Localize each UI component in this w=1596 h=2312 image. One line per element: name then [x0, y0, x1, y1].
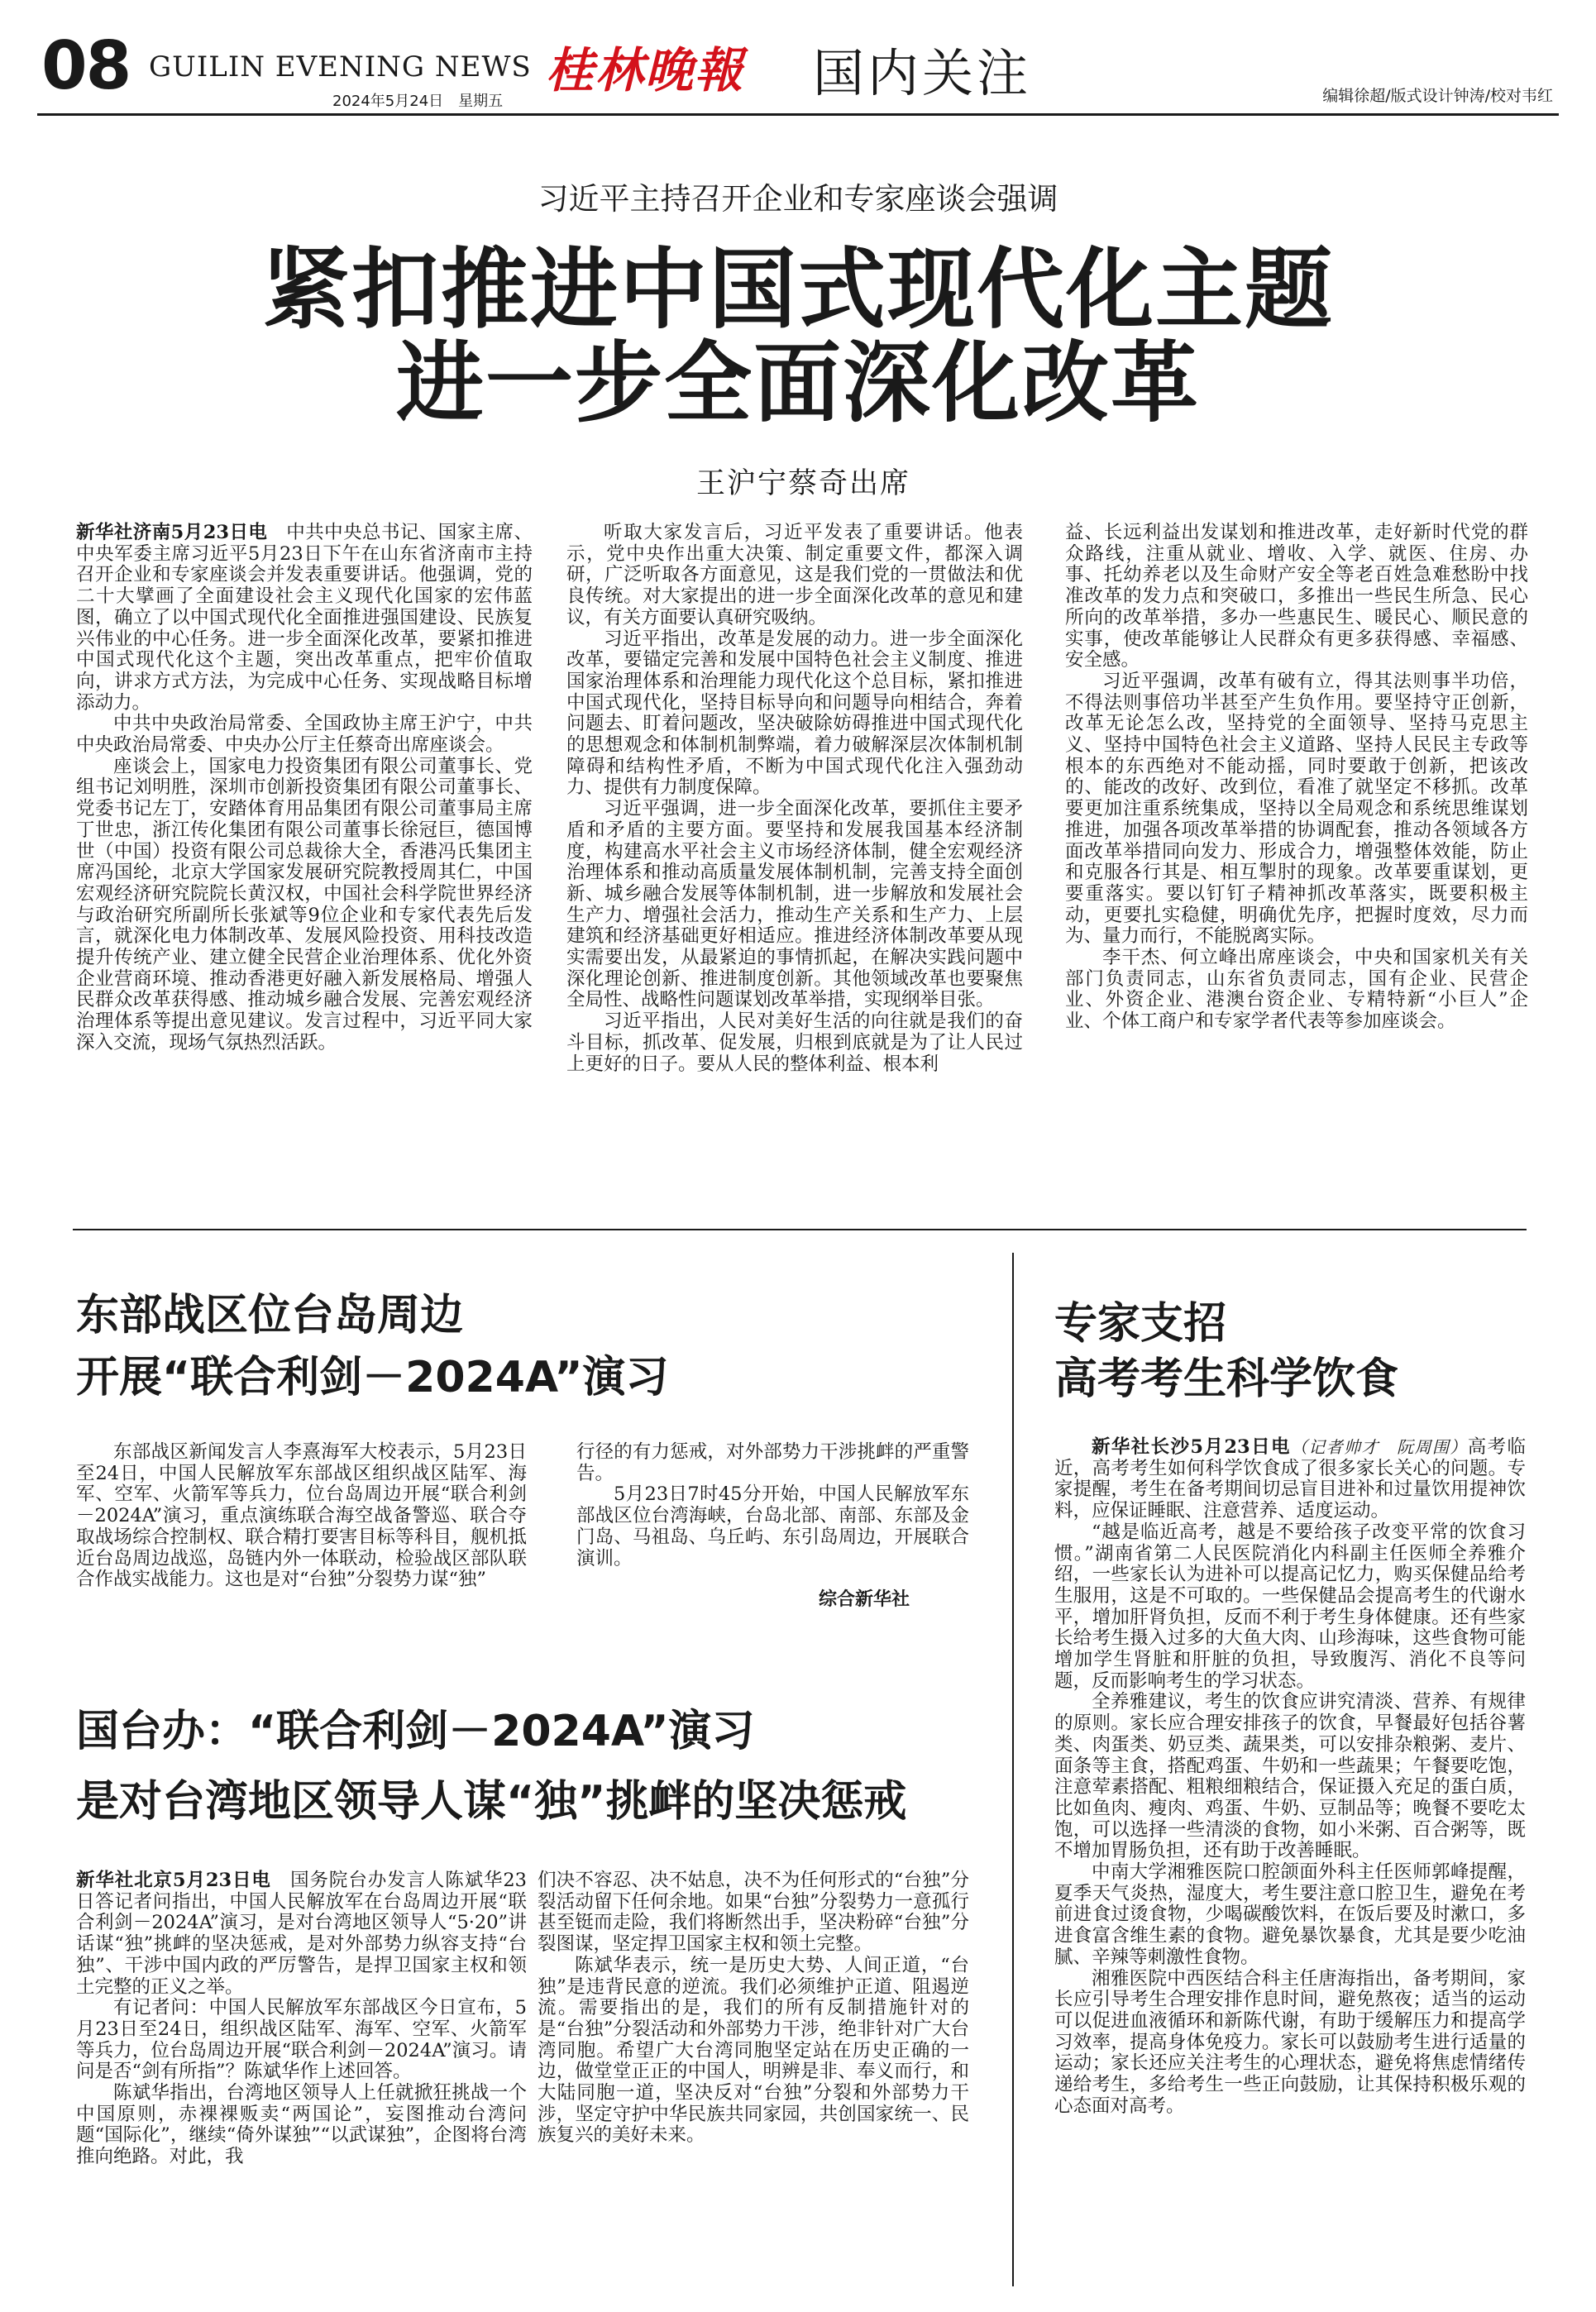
- main-story-kicker: 习近平主持召开企业和专家座谈会强调: [538, 181, 1058, 217]
- article-paragraph: 李干杰、何立峰出席座谈会，中央和国家机关有关部门负责同志，山东省负责同志，国有企业、民营企业、外资企业、港澳台资企业、专精特新“小巨人”企业、个体工商户和专家学者代表等参加座谈会。: [1065, 947, 1528, 1033]
- section-title: 国内关注: [813, 43, 1032, 103]
- article-paragraph: 行径的有力惩戒，对外部势力干涉挑衅的严重警告。: [576, 1441, 969, 1484]
- article-paragraph: “越是临近高考，越是不要给孩子改变平常的饮食习惯。”湖南省第二人民医院消化内科副主任医师全养雅介绍，一些家长认为进补可以提高记忆力，购买保健品给考生服用，这是不可取的。一些保健品会提高考生的代谢水平，增加肝肾负担，反而不利于考生身体健康。还有些家长给考生摄入过多的大鱼大肉、山珍海味，这些食物可能增加学生肾脏和肝脏的负担，导致腹泻、消化不良等问题，反而影响考生的学习状态。: [1054, 1521, 1526, 1692]
- article-paragraph: 湘雅医院中西医结合科主任唐海指出，备考期间，家长应引导考生合理安排作息时间，避免熬夜；适当的运动可以促进血液循环和新陈代谢，有助于缓解压力和提高学习效率，提高身体免疫力。家长可以鼓励考生进行适量的运动；家长还应关注考生的心理状态，避免将焦虑情绪传递给考生，多给考生一些正向鼓励，让其保持积极乐观的心态面对高考。: [1054, 1967, 1526, 2117]
- paper-name-en: GUILIN EVENING NEWS: [149, 50, 532, 84]
- exam-diet-headline-line-1: 专家支招: [1054, 1299, 1227, 1349]
- article-paragraph: 新华社北京5月23日电 国务院台办发言人陈斌华23日答记者问指出，中国人民解放军在台岛周边开展“联合利剑－2024A”演习，是对台湾地区领导人“5·20”讲话谋“独”挑衅的坚决惩戒，是对外部势力纵容支持“台独”、干涉中国内政的严厉警告，是捍卫国家主权和领土完整的正义之举。: [76, 1870, 527, 1998]
- drill-source-credit: 综合新华社: [819, 1588, 910, 1610]
- taiwan-office-column-2: [538, 1870, 969, 2147]
- article-paragraph: 陈斌华指出，台湾地区领导人上任就掀狂挑战一个中国原则，赤裸裸贩卖“两国论”，妄图推动台湾问题“国际化”，继续“倚外谋独”“以武谋独”，企图将台湾推向绝路。对此，我: [76, 2082, 527, 2168]
- article-paragraph: 听取大家发言后，习近平发表了重要讲话。他表示，党中央作出重大决策、制定重要文件，都深入调研，广泛听取各方面意见，这是我们党的一贯做法和优良传统。对大家提出的进一步全面深化改革的意见和建议，有关方面要认真研究吸纳。: [566, 522, 1023, 628]
- paper-name-logo: 桂林晚報: [546, 42, 745, 98]
- article-paragraph: 益、长远利益出发谋划和推进改革，走好新时代党的群众路线，注重从就业、增收、入学、就医、住房、办事、托幼养老以及生命财产安全等老百姓急难愁盼中找准改革的发力点和突破口，多推出一些民生所急、民心所向的改革举措，多办一些惠民生、暖民心、顺民意的实事，使改革能够让人民群众有更多获得感、幸福感、安全感。: [1065, 522, 1528, 671]
- article-paragraph: 新华社长沙5月23日电（记者帅才 阮周围）高考临近，高考考生如何科学饮食成了很多家长关心的问题。专家提醒，考生在备考期间切忌盲目进补和过量饮用提神饮料，应保证睡眠、注意营养、适度运动。: [1054, 1436, 1526, 1522]
- dateline: 新华社济南5月23日电: [76, 522, 268, 543]
- main-story-column-1: [76, 523, 533, 1054]
- exam-diet-column: [1054, 1437, 1526, 2118]
- article-paragraph: 中南大学湘雅医院口腔颌面外科主任医师郭峰提醒，夏季天气炎热，湿度大，考生要注意口腔卫生，避免在考前进食过烫食物，少喝碳酸饮料，在饭后要及时漱口，多进食富含维生素的食物。避免暴饮暴食，尤其是要少吃油腻、辛辣等刺激性食物。: [1054, 1861, 1526, 1968]
- article-paragraph: 习近平指出，人民对美好生活的向往就是我们的奋斗目标，抓改革、促发展，归根到底就是为了让人民过上更好的日子。要从人民的整体利益、根本利: [566, 1010, 1023, 1075]
- main-story-subhead: 王沪宁蔡奇出席: [696, 467, 911, 500]
- drill-headline-line-1: 东部战区位台岛周边: [76, 1291, 464, 1340]
- article-paragraph: 座谈会上，国家电力投资集团有限公司董事长、党组书记刘明胜，深圳市创新投资集团有限公司董事长、党委书记左丁，安踏体育用品集团有限公司董事局主席丁世忠，浙江传化集团有限公司董事长徐冠巨，德国博世（中国）投资有限公司总裁徐大全，香港冯氏集团主席冯国纶，北京大学国家发展研究院教授周其仁，中国宏观经济研究院院长黄汉权，中国社会科学院世界经济与政治研究所副所长张斌等9位企业和专家代表先后发言，就深化电力体制改革、发展风险投资、用科技改造提升传统产业、建立健全民营企业治理体系、优化外资企业营商环境、推动香港更好融入新发展格局、增强人民群众改革获得感、推动城乡融合发展、完善宏观经济治理体系等提出意见建议。发言过程中，习近平同大家深入交流，现场气氛热烈活跃。: [76, 755, 533, 1053]
- section-divider: [73, 1229, 1527, 1230]
- main-headline-line-2: 进一步全面深化改革: [396, 332, 1200, 434]
- column-divider: [1012, 1253, 1014, 2286]
- taiwan-office-column-1: [76, 1870, 527, 2168]
- article-paragraph: 陈斌华表示，统一是历史大势、人间正道，“台独”是违背民意的逆流。我们必须维护正道、阻遏逆流。需要指出的是，我们的所有反制措施针对的是“台独”分裂活动和外部势力干涉，绝非针对广大台湾同胞。希望广大台湾同胞坚定站在历史正确的一边，做堂堂正正的中国人，明辨是非、奉义而行，和大陆同胞一道，坚决反对“台独”分裂和外部势力干涉，坚定守护中华民族共同家园，共创国家统一、民族复兴的美好未来。: [538, 1954, 969, 2147]
- article-paragraph: 习近平强调，进一步全面深化改革，要抓住主要矛盾和矛盾的主要方面。要坚持和发展我国基本经济制度，构建高水平社会主义市场经济体制，健全宏观经济治理体系和推动高质量发展体制机制，完善支持全面创新、城乡融合发展等体制机制，进一步解放和发展社会生产力、增强社会活力，推动生产关系和生产力、上层建筑和经济基础更好相适应。推进经济体制改革要从现实需要出发，从最紧迫的事情抓起，在解决实践问题中深化理论创新、推进制度创新。其他领域改革也要聚焦全局性、战略性问题谋划改革举措，实现纲举目张。: [566, 798, 1023, 1011]
- taiwan-office-headline-line-2: 是对台湾地区领导人谋“独”挑衅的坚决惩戒: [76, 1777, 907, 1827]
- dateline: 新华社长沙5月23日电: [1092, 1436, 1291, 1458]
- drill-column-1: [76, 1442, 527, 1591]
- drill-headline-line-2: 开展“联合利剑－2024A”演习: [76, 1353, 669, 1402]
- publication-date: 2024年5月24日 星期五: [332, 93, 504, 110]
- article-paragraph: 全养雅建议，考生的饮食应讲究清淡、营养、有规律的原则。家长应合理安排孩子的饮食，早餐最好包括谷薯类、肉蛋类、奶豆类、蔬果类，可以安排杂粮粥、麦片、面条等主食，搭配鸡蛋、牛奶和一些蔬果；午餐要吃饱，注意荤素搭配、粗粮细粮结合，保证摄入充足的蛋白质，比如鱼肉、瘦肉、鸡蛋、牛奶、豆制品等；晚餐不要吃太饱，可以选择一些清淡的食物，如小米粥、百合粥等，既不增加胃肠负担，还有助于改善睡眠。: [1054, 1691, 1526, 1862]
- article-paragraph: 习近平强调，改革有破有立，得其法则事半功倍，不得法则事倍功半甚至产生负作用。要坚持守正创新，改革无论怎么改，坚持党的全面领导、坚持马克思主义、坚持中国特色社会主义道路、坚持人民民主专政等根本的东西绝对不能动摇，同时要敢于创新，把该改的、能改的改好、改到位，看准了就坚定不移抓。改革要更加注重系统集成，坚持以全局观念和系统思维谋划推进，加强各项改革举措的协调配套，推动各领域各方面改革举措同向发力、形成合力，增强整体效能，防止和克服各行其是、相互掣肘的现象。改革要重谋划，更要重落实。要以钉钉子精神抓改革落实，既要积极主动，更要扎实稳健，明确优先序，把握时度效，尽力而为、量力而行，不能脱离实际。: [1065, 670, 1528, 948]
- main-story-column-3: [1065, 523, 1528, 1033]
- article-paragraph: 习近平指出，改革是发展的动力。进一步全面深化改革，要锚定完善和发展中国特色社会主义制度、推进国家治理体系和治理能力现代化这个总目标，紧扣推进中国式现代化，坚持目标导向和问题导向相结合，奔着问题去、盯着问题改，坚决破除妨碍推进中国式现代化的思想观念和体制机制弊端，着力破解深层次体制机制障碍和结构性矛盾，不断为中国式现代化注入强劲动力、提供有力制度保障。: [566, 628, 1023, 799]
- editor-credits: 编辑徐超/版式设计钟涛/校对韦红: [1322, 87, 1553, 105]
- article-paragraph: 有记者问：中国人民解放军东部战区今日宣布，5月23日至24日，组织战区陆军、海军、空军、火箭军等兵力，位台岛周边开展“联合利剑－2024A”演习。请问是否“剑有所指”？陈斌华作上述回答。: [76, 1997, 527, 2083]
- article-paragraph: 东部战区新闻发言人李熹海军大校表示，5月23日至24日，中国人民解放军东部战区组织战区陆军、海军、空军、火箭军等兵力，位台岛周边开展“联合利剑－2024A”演习，重点演练联合海空战备警巡、联合夺取战场综合控制权、联合精打要害目标等科目，舰机抵近台岛周边战巡，岛链内外一体联动，检验战区部队联合作战实战能力。这也是对“台独”分裂势力谋“独”: [76, 1441, 527, 1591]
- main-headline-line-1: 紧扣推进中国式现代化主题: [262, 239, 1334, 341]
- article-paragraph: 新华社济南5月23日电 中共中央总书记、国家主席、中央军委主席习近平5月23日下午在山东省济南市主持召开企业和专家座谈会并发表重要讲话。他强调，党的二十大擘画了全面建设社会主义现代化国家的宏伟蓝图，确立了以中国式现代化全面推进强国建设、民族复兴伟业的中心任务。进一步全面深化改革，要紧扣推进中国式现代化这个主题，突出改革重点，把牢价值取向，讲求方式方法，为完成中心任务、实现战略目标增添动力。: [76, 522, 533, 714]
- dateline: 新华社北京5月23日电: [76, 1870, 271, 1891]
- masthead-rule: [37, 113, 1559, 116]
- reporter-credit: （记者帅才 阮周围）: [1290, 1437, 1468, 1457]
- page-number: 08: [41, 27, 131, 104]
- article-paragraph: 中共中央政治局常委、全国政协主席王沪宁，中共中央政治局常委、中央办公厅主任蔡奇出席座谈会。: [76, 713, 533, 757]
- main-story-column-2: [566, 523, 1023, 1075]
- drill-column-2: [576, 1442, 969, 1569]
- article-paragraph: 们决不容忍、决不姑息，决不为任何形式的“台独”分裂活动留下任何余地。如果“台独”分裂势力一意孤行甚至铤而走险，我们将断然出手，坚决粉碎“台独”分裂图谋，坚定捍卫国家主权和领土完整。: [538, 1870, 969, 1956]
- exam-diet-headline-line-2: 高考考生科学饮食: [1054, 1354, 1399, 1404]
- taiwan-office-headline-line-1: 国台办：“联合利剑－2024A”演习: [76, 1707, 755, 1756]
- article-paragraph: 5月23日7时45分开始，中国人民解放军东部战区位台湾海峡，台岛北部、南部、东部及金门岛、马祖岛、乌丘屿、东引岛周边，开展联合演训。: [576, 1483, 969, 1569]
